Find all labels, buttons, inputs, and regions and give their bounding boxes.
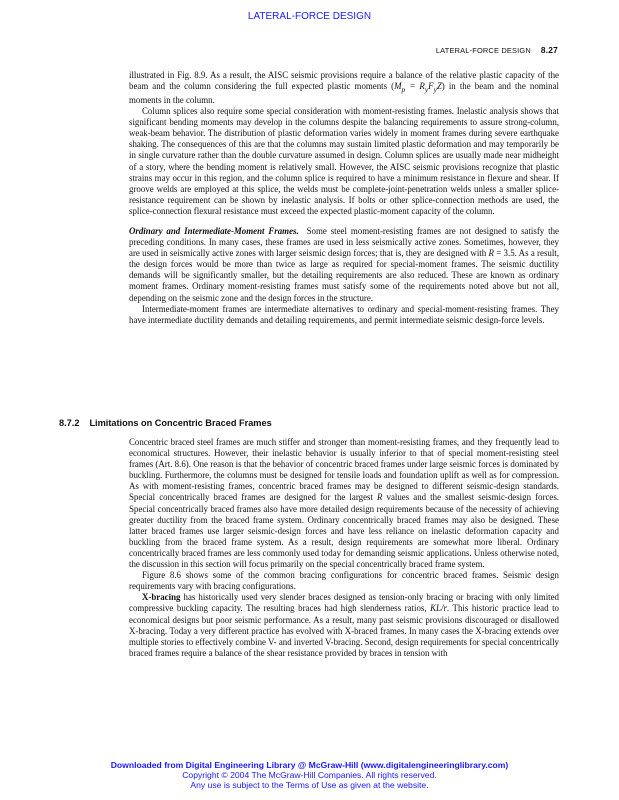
footer-notice (0, 760, 619, 790)
paragraph: Column splices also require some special consideration with moment-resisting frames. Inelastic analysis shows that significant bending moments may develop in the columns despite the balancing requirements to assure strong-column, weak-beam behavior. The distribution of plastic deformation varies widely in moment frames during severe earthquake shaking. The consequences of this are that the columns may sustain limited plastic deformation and may temporarily be in single curvature rather than the double curvature assumed in design. Column splices are usually made near midheight of a story, where the bending moment is relatively small. However, the AISC seismic provisions recognize that plastic strains may occur in this region, and the column splice is required to have a minimum resistance in flexure and shear. If groove welds are employed at this splice, the welds must be complete-joint-penetration welds unless a smaller splice-resistance requirement can be shown by inelastic analysis. If bolts or other splice-connection methods are used, the splice-connection flexural resistance must exceed the expected plastic-moment capacity of the column. (129, 106, 559, 216)
paragraph: Concentric braced steel frames are much stiffer and stronger than moment-resisting frames, and they frequently lead to economical structures. However, their inelastic behavior is usually inferior to that of special moment-resisting steel frames (Art. 8.6). One reason is that the behavior of concentric braced frames under large seismic forces is dominated by buckling. Furthermore, the columns must be designed for tensile loads and foundation uplift as well as for compression. As with moment-resisting frames, concentric braced frames may be designed to different seismic-design standards. Special concentrically braced frames are designed for the largest R values and the smallest seismic-design forces. Special concentrically braced frames also have more detailed design requirements because of the necessity of achieving greater ductility from the braced frame system. Ordinary concentrically braced frames may also be designed. These latter braced frames use larger seismic-design forces and have less reliance on inelastic deformation capacity and buckling from the braced frame system. As a result, design requirements are somewhat more liberal. Ordinary concentrically braced frames are less commonly used today for demanding seismic applications. Unless otherwise noted, the discussion in this section will focus primarily on the special concentrically braced frame system. (129, 437, 560, 570)
page-number: 8.27 (540, 45, 558, 55)
footer-terms: Any use is subject to the Terms of Use as given at the website. (190, 780, 429, 790)
paragraph: Intermediate-moment frames are intermediate alternatives to ordinary and special-moment-resisting frames. They have intermediate ductility demands and detailing requirements, and permit intermediate seismic design-force levels. (129, 303, 559, 325)
body-text-top (129, 70, 559, 326)
running-head-title: LATERAL-FORCE DESIGN (435, 46, 531, 55)
body-text-bottom (129, 437, 559, 659)
section-heading (59, 418, 272, 428)
top-banner: LATERAL-FORCE DESIGN (247, 11, 372, 22)
lead-term: X-bracing (142, 592, 181, 603)
paragraph: illustrated in Fig. 8.9. As a result, the AISC seismic provisions require a balance of the relative plastic capacity of the beam and the column considering the full expected plastic moments $(M_p = R_yF_yZ)$ in the beam and the nominal moments in the column. (129, 70, 559, 105)
paragraph-x-bracing: X-bracing has historically used very slender braces designed as tension-only bracing or bracing with only limited compressive buckling capacity. The resulting braces had high slenderness ratios, KL/r. This historic practice lead to economical designs but poor seismic performance. As a result, many past seismic provisions discouraged or disallowed X-bracing. Today a very different practice has evolved with X-braced frames. In many cases the X-bracing extends over multiple stories to effectively combine V- and inverted V-bracing. Second, design requirements for special concentrically braced frames require a balance of the shear resistance provided by braces in tension with (129, 592, 559, 658)
running-head (436, 45, 558, 55)
paragraph: Figure 8.6 shows some of the common bracing configurations for concentric braced frames. Seismic design requirements vary with bracing configurations. (129, 570, 559, 592)
section-title: Limitations on Concentric Braced Frames (89, 418, 272, 428)
run-in-heading: Ordinary and Intermediate-Moment Frames. (129, 226, 299, 236)
section-number: 8.7.2 (59, 418, 80, 428)
footer-copyright: Copyright © 2004 The McGraw-Hill Companies. All rights reserved. (182, 770, 437, 780)
footer-download-link[interactable]: Downloaded from Digital Engineering Library @ McGraw-Hill (www.digitalengineeringlibrary.com) (110, 760, 509, 770)
paragraph-ordinary-frames: Ordinary and Intermediate-Moment Frames. Some steel moment-resisting frames are not designed to satisfy the preceding conditions. In many cases, these frames are used in less seismically active zones. Sometimes, however, they are used in seismically active zones with larger seismic design forces; that is, they are designed with R = 3.5. As a result, the design forces would be more than twice as large as required for special-moment frames. The seismic ductility demands will be significantly smaller, but the detailing requirements are also reduced. These are known as ordinary moment frames. Ordinary moment-resisting frames must satisfy some of the requirements noted above but not all, depending on the seismic zone and the design forces in the structure. (129, 226, 559, 303)
